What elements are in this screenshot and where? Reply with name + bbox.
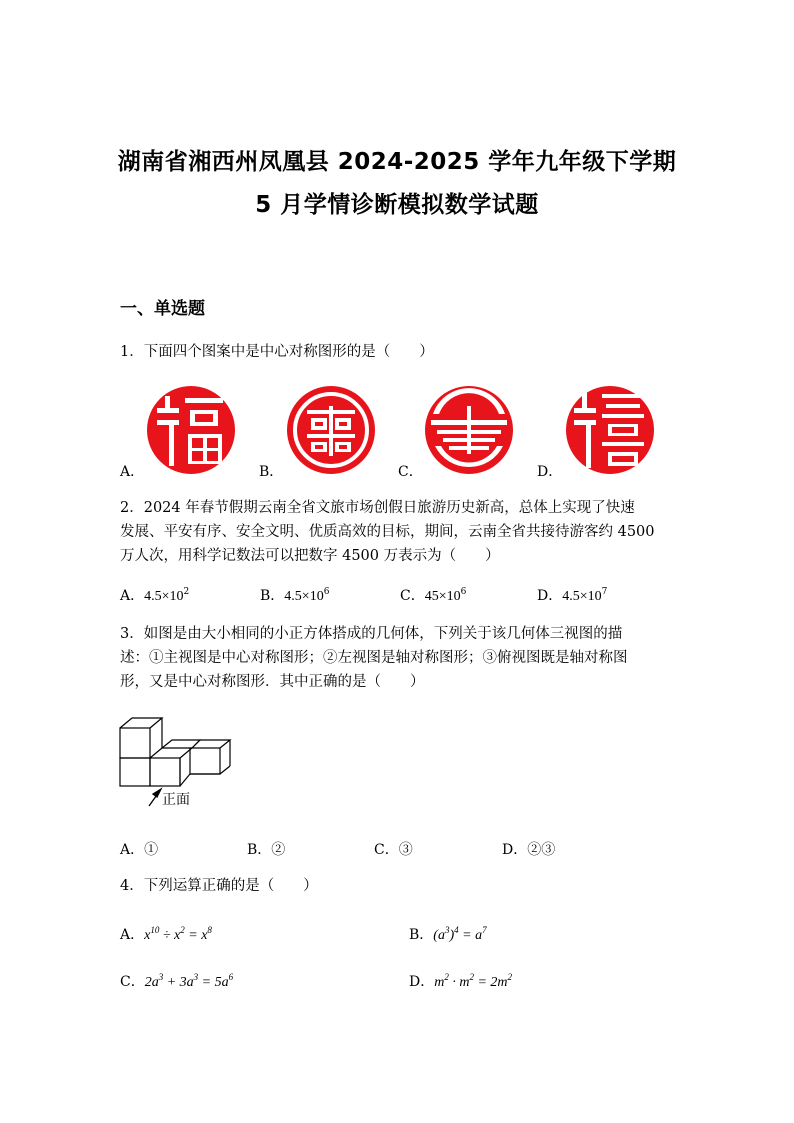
q4-c-exp: 6 <box>228 972 234 982</box>
q3-option-d-label: D． <box>502 842 528 858</box>
question-3-line-1: 3．如图是由大小相同的小正方体搭成的几何体，下列关于该几何体三视图的描 <box>120 626 623 642</box>
q4-d-part: m <box>434 975 445 990</box>
q2-option-a-base: 4.5×10 <box>144 589 184 604</box>
q4-b-exp: 7 <box>482 925 487 935</box>
q3-option-c-text: ③ <box>398 842 413 858</box>
q4-c-part: = 5a <box>198 975 229 990</box>
question-3-line-3: 形，又是中心对称图形．其中正确的是（ ） <box>120 674 425 690</box>
q4-option-a-label: A． <box>120 927 145 943</box>
q3-option-d-text: ②③ <box>527 842 556 858</box>
q4-option-b <box>409 924 487 944</box>
fu-seal-icon <box>143 384 239 476</box>
xi-blessing-seal-icon <box>562 380 658 476</box>
q4-d-part: = 2m <box>473 975 508 990</box>
q2-option-d-exp: 7 <box>601 587 608 597</box>
q2-option-a-exp: 2 <box>183 587 190 597</box>
q4-option-a <box>120 924 212 944</box>
q2-option-a <box>120 585 189 605</box>
q4-c-exp: 3 <box>193 972 199 982</box>
question-2-line-2: 发展、平安有序、安全文明、优质高效的目标，期间，云南全省共接待游客约 4500 <box>120 524 655 540</box>
q4-option-c-label: C． <box>120 974 145 990</box>
q3-option-b <box>247 839 285 859</box>
q4-b-part: (a <box>433 928 445 943</box>
question-2-line-1: 2．2024 年春节假期云南全省文旅市场创假日旅游历史新高，总体上实现了快速 <box>120 500 635 516</box>
q4-d-exp: 2 <box>444 972 449 982</box>
q2-option-d-label: D． <box>537 588 563 604</box>
q3-option-b-label: B． <box>247 842 272 858</box>
q1-option-d-label: D． <box>537 464 563 480</box>
q2-option-b-label: B． <box>260 588 285 604</box>
q4-a-exp: 8 <box>207 925 212 935</box>
q2-option-c-label: C． <box>400 588 425 604</box>
q4-option-c <box>120 971 233 991</box>
q4-option-d-label: D． <box>409 974 435 990</box>
q3-option-c <box>374 839 413 859</box>
shou-seal-icon <box>421 384 517 476</box>
front-view-label: 正面 <box>162 792 190 808</box>
q4-d-exp: 2 <box>469 972 474 982</box>
title-line-1: 湖南省湘西州凤凰县 2024-2025 学年九年级下学期 <box>117 149 677 175</box>
question-2-line-3: 万人次，用科学记数法可以把数字 4500 万表示为（ ） <box>120 548 500 564</box>
question-1-stem: 1．下面四个图案中是中心对称图形的是（ ） <box>120 344 434 360</box>
q3-option-c-label: C． <box>374 842 399 858</box>
q1-option-a-label: A． <box>120 464 145 480</box>
q1-option-c-label: C． <box>398 464 423 480</box>
q2-option-b-exp: 6 <box>323 587 330 597</box>
q2-option-d-base: 4.5×10 <box>562 589 602 604</box>
q4-b-part: = a <box>458 928 483 943</box>
q3-option-a-text: ① <box>144 842 159 858</box>
q4-a-exp: 2 <box>180 925 185 935</box>
xi-seal-icon <box>283 384 379 476</box>
q2-option-c-exp: 6 <box>460 587 467 597</box>
q2-option-c-base: 45×10 <box>424 589 461 604</box>
q4-a-part: = x <box>184 928 208 943</box>
q3-option-b-text: ② <box>271 842 286 858</box>
q4-a-exp: 10 <box>150 925 160 935</box>
q4-d-exp: 2 <box>507 972 513 982</box>
q4-c-exp: 3 <box>158 972 164 982</box>
q2-option-a-label: A． <box>120 588 145 604</box>
question-4-stem: 4．下列运算正确的是（ ） <box>120 878 318 894</box>
section-heading: 一、单选题 <box>120 299 205 319</box>
q2-option-c <box>400 585 466 605</box>
q4-b-exp: 4 <box>454 925 459 935</box>
q3-option-a <box>120 839 158 859</box>
q3-option-d <box>502 839 555 859</box>
q4-a-part: x <box>144 928 151 943</box>
title-line-2: 5 月学情诊断模拟数学试题 <box>255 192 539 218</box>
q1-option-b-label: B． <box>259 464 284 480</box>
q3-option-a-label: A． <box>120 842 145 858</box>
q2-option-b <box>260 585 329 605</box>
q4-c-part: + 3a <box>163 975 194 990</box>
q4-option-d <box>409 971 512 991</box>
q2-option-d <box>537 585 607 605</box>
q4-b-part: ) <box>449 928 455 943</box>
question-3-line-2: 述：①主视图是中心对称图形；②左视图是轴对称图形；③俯视图既是轴对称图 <box>120 650 628 666</box>
q4-d-part: · m <box>448 975 470 990</box>
q4-b-exp: 3 <box>444 925 450 935</box>
q4-c-part: 2a <box>144 975 159 990</box>
q2-option-b-base: 4.5×10 <box>284 589 324 604</box>
cube-stack-figure <box>115 710 245 815</box>
q4-option-b-label: B． <box>409 927 434 943</box>
q4-a-part: ÷ x <box>159 928 181 943</box>
